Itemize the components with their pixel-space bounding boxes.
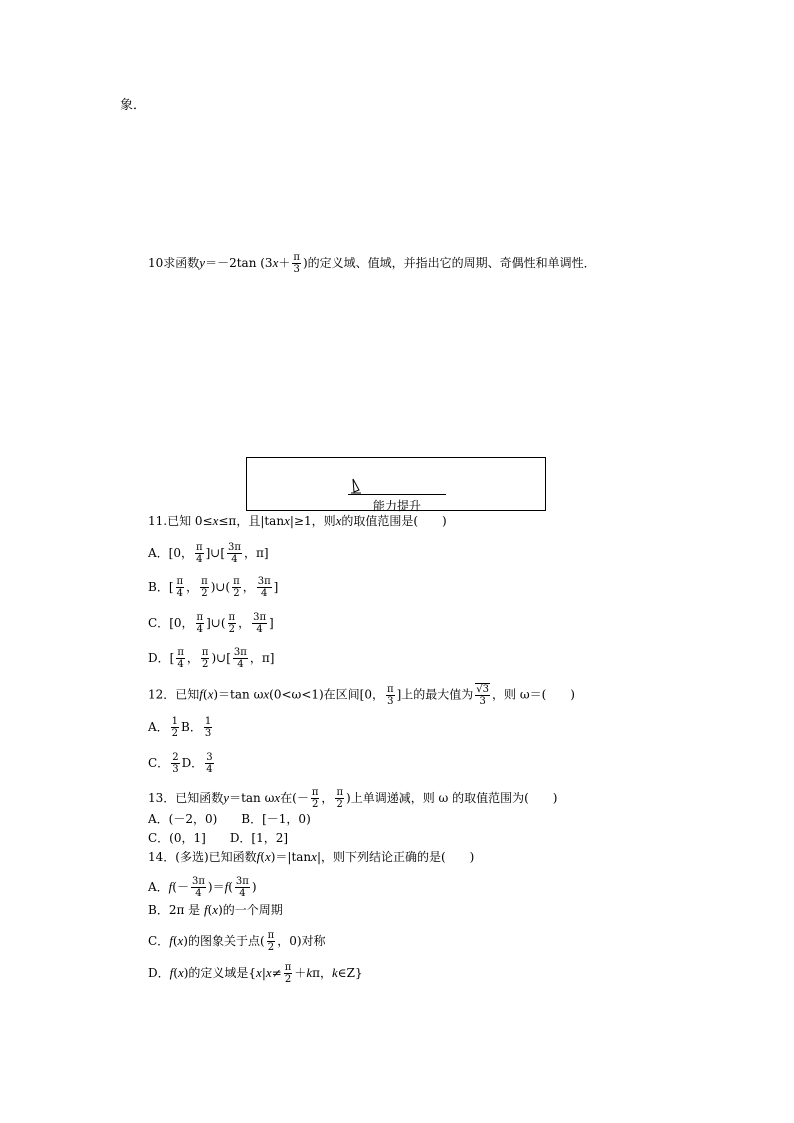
q11-option-b[interactable]: B．[ $\frac{\pi}{4}$ ， $\frac{\pi}{2}$ )∪( $\frac{\pi}{2}$ ， $\frac{3\pi}{4}$ ] [148, 576, 279, 599]
q14-option-d[interactable]: D．f(x)的定义域是{x|x≠ $\frac{\pi}{2}$ ＋kπ，k∈Z} [148, 962, 363, 985]
section-title: 能力提升 [348, 494, 446, 514]
q10-number: 10 [148, 256, 164, 270]
pencil-icon [350, 478, 362, 494]
question-13: 13．已知函数y＝tan ωx在(－ $\frac{\pi}{2}$ ， $\frac{\pi}{2}$ )上单调递减，则 ω 的取值范围为( ) [148, 787, 558, 810]
var-f: f [199, 686, 203, 702]
q11-option-c[interactable]: C．[0， $\frac{\pi}{4}$ ]∪( $\frac{\pi}{2}$ ， $\frac{3\pi}{4}$ ] [148, 612, 274, 635]
var-y: y [223, 790, 230, 805]
section-box [246, 457, 546, 511]
q14-option-c[interactable]: C．f(x)的图象关于点( $\frac{\pi}{2}$ ，0)对称 [148, 930, 326, 953]
q10-suffix: )的定义域、值域，并指出它的周期、奇偶性和单调性． [302, 256, 596, 270]
question-14: 14．(多选)已知函数f(x)＝|tanx|，则下列结论正确的是( ) [148, 849, 475, 864]
var-x: x [284, 513, 290, 528]
q10-prefix: 求函数 [163, 256, 200, 270]
q13-options-cd[interactable]: C．(0，1] D．[1，2] [148, 831, 289, 845]
q11-option-a[interactable]: A．[0， $\frac{\pi}{4}$ ]∪[ $\frac{3\pi}{4}$ ，π] [148, 542, 269, 565]
var-x: x [272, 255, 279, 270]
q12-options-ab[interactable]: A． $\frac{1}{2}$ B． $\frac{1}{3}$ [148, 716, 212, 739]
var-x: x [311, 849, 317, 864]
var-x: x [207, 686, 214, 702]
question-12: 12．已知f(x)＝tan ωx(0<ω<1)在区间[0， $\frac{\pi}{3}$ ]上的最大值为 $\frac{√3}{3}$ ，则 ω＝( ) [148, 683, 575, 707]
var-x: x [335, 513, 342, 528]
q10-eq: ＝－2tan (3 [205, 256, 273, 270]
q12-options-cd[interactable]: C． $\frac{2}{3}$ D． $\frac{3}{4}$ [148, 752, 213, 775]
text-fragment: 象． [120, 98, 147, 113]
plus-sign: ＋ [278, 256, 291, 270]
q11-option-d[interactable]: D．[ $\frac{\pi}{4}$ ， $\frac{\pi}{2}$ )∪[ $\frac{3\pi}{4}$ ，π] [148, 647, 275, 670]
q14-option-b[interactable]: B．2π 是 f(x)的一个周期 [148, 902, 283, 917]
var-x: x [212, 513, 219, 528]
question-10 [148, 252, 596, 275]
q14-option-a[interactable]: A．f(－ $\frac{3\pi}{4}$ )＝f( $\frac{3\pi}{4}$ ) [148, 876, 257, 899]
fraction-pi-3: $\frac{\pi}{3}$ [293, 252, 300, 275]
var-f: f [256, 849, 261, 864]
var-x: x [264, 849, 271, 864]
var-y: y [199, 255, 206, 270]
var-x: x [274, 790, 281, 805]
var-x: x [263, 686, 270, 702]
q13-options-ab[interactable]: A．(－2，0) B．[－1，0) [148, 812, 311, 826]
question-11: 11.已知 0≤x≤π，且|tanx|≥1，则x的取值范围是( ) [148, 513, 447, 528]
